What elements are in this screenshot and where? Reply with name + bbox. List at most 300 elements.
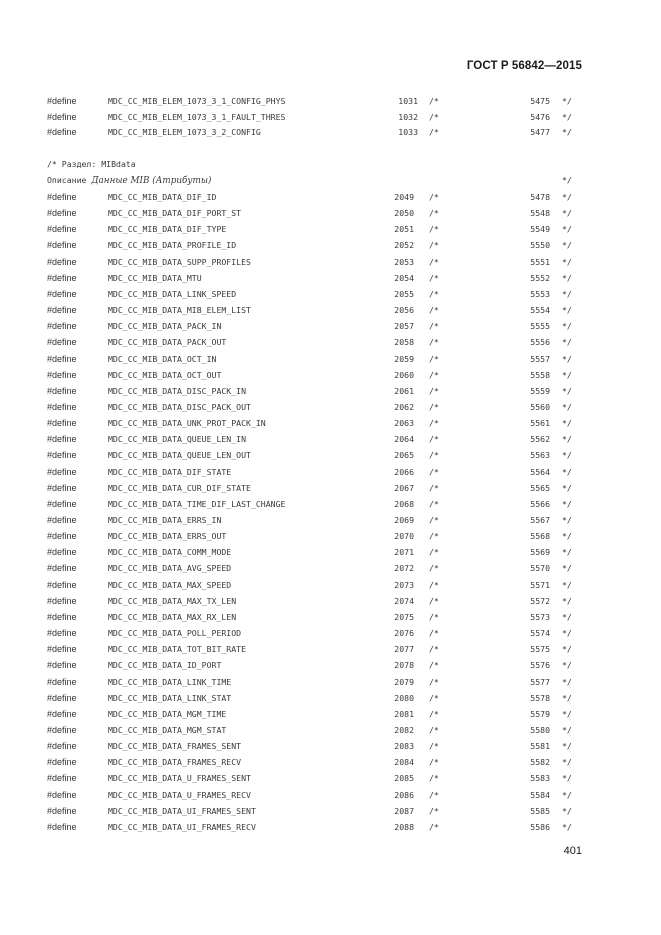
define-keyword: #define [47,660,77,671]
comment-close: */ [562,466,572,477]
constant-name: MDC_CC_MIB_DATA_MGM_STAT [108,724,227,735]
define-row [0,593,661,609]
define-row [0,706,661,722]
comment-code: 5573 [530,611,550,622]
constant-name: MDC_CC_MIB_ELEM_1073_3_2_CONFIG [108,127,261,137]
define-row [0,770,661,786]
comment-code: 5552 [530,272,550,283]
constant-value: 1031 [398,96,418,106]
comment-open: /* [429,256,439,267]
constant-name: MDC_CC_MIB_DATA_LINK_TIME [108,676,232,687]
define-keyword: #define [47,498,77,509]
define-keyword: #define [47,272,77,283]
constant-value: 2060 [394,369,414,380]
comment-code: 5578 [530,692,550,703]
define-row [0,480,661,496]
comment-open: /* [429,127,439,137]
comment-close: */ [562,482,572,493]
comment-code: 5582 [530,757,550,768]
define-row [0,787,661,803]
constant-value: 2067 [394,482,414,493]
define-row [0,577,661,593]
constant-name: MDC_CC_MIB_DATA_DISC_PACK_IN [108,385,247,396]
comment-open: /* [429,353,439,364]
comment-open: /* [429,531,439,542]
comment-open: /* [429,385,439,396]
comment-open: /* [429,821,439,832]
comment-code: 5570 [530,563,550,574]
define-keyword: #define [47,127,77,137]
define-keyword: #define [47,611,77,622]
comment-code: 5564 [530,466,550,477]
constant-value: 2075 [394,611,414,622]
define-keyword: #define [47,821,77,832]
constant-name: MDC_CC_MIB_DATA_MIB_ELEM_LIST [108,305,251,316]
comment-close: */ [562,240,572,251]
comment-open: /* [429,628,439,639]
comment-open: /* [429,498,439,509]
define-row [0,609,661,625]
define-keyword: #define [47,450,77,461]
comment-close: */ [562,579,572,590]
define-row [0,302,661,318]
comment-code: 5565 [530,482,550,493]
comment-code: 5574 [530,628,550,639]
comment-open: /* [429,321,439,332]
constant-name: MDC_CC_MIB_DATA_U_FRAMES_SENT [108,773,251,784]
comment-close: */ [562,628,572,639]
comment-close: */ [562,127,572,137]
comment-open: /* [429,773,439,784]
comment-close: */ [562,401,572,412]
define-row [0,528,661,544]
constant-value: 2076 [394,628,414,639]
comment-open: /* [429,708,439,719]
comment-close: */ [562,305,572,316]
constant-name: MDC_CC_MIB_DATA_UNK_PROT_PACK_IN [108,418,266,429]
comment-close: */ [562,434,572,445]
constant-value: 1032 [398,111,418,122]
comment-open: /* [429,724,439,735]
comment-code: 5475 [530,96,550,106]
define-keyword: #define [47,482,77,493]
constant-name: MDC_CC_MIB_DATA_UI_FRAMES_SENT [108,805,256,816]
section-description-italic: Данные MIB (Атрибуты) [91,176,212,186]
comment-code: 5560 [530,401,550,412]
comment-code: 5563 [530,450,550,461]
define-row [0,690,661,706]
comment-code: 5562 [530,434,550,445]
constant-value: 2080 [394,692,414,703]
comment-code: 5549 [530,224,550,235]
comment-close: */ [562,208,572,219]
comment-open: /* [429,789,439,800]
define-keyword: #define [47,644,77,655]
section-description [47,172,211,189]
comment-open: /* [429,450,439,461]
comment-code: 5576 [530,660,550,671]
define-keyword: #define [47,741,77,752]
comment-code: 5575 [530,644,550,655]
define-row [0,560,661,576]
comment-close: */ [562,611,572,622]
constant-value: 2065 [394,450,414,461]
comment-code: 5572 [530,595,550,606]
comment-code: 5581 [530,741,550,752]
comment-close: */ [562,175,572,185]
constant-name: MDC_CC_MIB_DATA_DISC_PACK_OUT [108,401,251,412]
constant-value: 2052 [394,240,414,251]
comment-open: /* [429,240,439,251]
comment-code: 5577 [530,676,550,687]
define-row [0,334,661,350]
comment-code: 5583 [530,773,550,784]
define-keyword: #define [47,192,77,202]
constant-name: MDC_CC_MIB_DATA_CUR_DIF_STATE [108,482,251,493]
comment-close: */ [562,224,572,235]
comment-open: /* [429,660,439,671]
comment-code: 5556 [530,337,550,348]
define-row [0,318,661,334]
comment-code: 5569 [530,547,550,558]
comment-close: */ [562,498,572,509]
comment-close: */ [562,708,572,719]
define-row [0,367,661,383]
comment-code: 5568 [530,531,550,542]
comment-code: 5559 [530,385,550,396]
comment-close: */ [562,256,572,267]
constant-value: 2050 [394,208,414,219]
comment-open: /* [429,434,439,445]
define-keyword: #define [47,805,77,816]
constant-name: MDC_CC_MIB_DATA_LINK_STAT [108,692,232,703]
comment-close: */ [562,531,572,542]
constant-name: MDC_CC_MIB_DATA_DIF_STATE [108,466,232,477]
constant-name: MDC_CC_MIB_DATA_MAX_TX_LEN [108,595,237,606]
comment-open: /* [429,418,439,429]
section-description-prefix: Описание [47,175,92,185]
comment-close: */ [562,644,572,655]
define-row [0,286,661,302]
comment-code: 5555 [530,321,550,332]
comment-open: /* [429,482,439,493]
constant-name: MDC_CC_MIB_DATA_QUEUE_LEN_OUT [108,450,251,461]
comment-code: 5554 [530,305,550,316]
document-header: ГОСТ Р 56842—2015 [466,60,582,72]
constant-value: 2062 [394,401,414,412]
comment-open: /* [429,757,439,768]
constant-name: MDC_CC_MIB_DATA_MTU [108,272,202,283]
constant-name: MDC_CC_MIB_DATA_U_FRAMES_RECV [108,789,251,800]
comment-close: */ [562,724,572,735]
constant-name: MDC_CC_MIB_DATA_PACK_OUT [108,337,227,348]
define-keyword: #define [47,240,77,251]
constant-name: MDC_CC_MIB_DATA_FRAMES_SENT [108,741,242,752]
constant-name: MDC_CC_MIB_DATA_FRAMES_RECV [108,757,242,768]
constant-value: 2078 [394,660,414,671]
constant-value: 2077 [394,644,414,655]
define-keyword: #define [47,547,77,558]
comment-close: */ [562,369,572,380]
constant-name: MDC_CC_MIB_DATA_ERRS_OUT [108,531,227,542]
define-keyword: #define [47,288,77,299]
constant-value: 2070 [394,531,414,542]
comment-open: /* [429,192,439,202]
define-keyword: #define [47,224,77,235]
define-row [0,722,661,738]
define-keyword: #define [47,434,77,445]
comment-close: */ [562,676,572,687]
constant-name: MDC_CC_MIB_DATA_QUEUE_LEN_IN [108,434,247,445]
comment-open: /* [429,337,439,348]
comment-code: 5548 [530,208,550,219]
comment-close: */ [562,192,572,202]
comment-close: */ [562,321,572,332]
comment-close: */ [562,773,572,784]
constant-name: MDC_CC_MIB_ELEM_1073_3_1_CONFIG_PHYS [108,96,286,106]
comment-open: /* [429,224,439,235]
constant-name: MDC_CC_MIB_DATA_ERRS_IN [108,515,222,525]
comment-close: */ [562,96,572,106]
constant-value: 2049 [394,192,414,202]
constant-value: 2059 [394,353,414,364]
comment-close: */ [562,821,572,832]
define-keyword: #define [47,595,77,606]
constant-name: MDC_CC_MIB_DATA_COMM_MODE [108,547,232,558]
define-keyword: #define [47,337,77,348]
constant-name: MDC_CC_MIB_DATA_POLL_PERIOD [108,628,242,639]
constant-name: MDC_CC_MIB_DATA_MGM_TIME [108,708,227,719]
define-keyword: #define [47,789,77,800]
constant-value: 2064 [394,434,414,445]
comment-close: */ [562,757,572,768]
define-keyword: #define [47,208,77,219]
constant-value: 2088 [394,821,414,832]
comment-code: 5561 [530,418,550,429]
comment-close: */ [562,741,572,752]
constant-name: MDC_CC_MIB_DATA_DIF_PORT_ST [108,208,242,219]
define-row [0,754,661,770]
constant-value: 2069 [394,515,414,525]
comment-code: 5571 [530,579,550,590]
define-keyword: #define [47,531,77,542]
constant-value: 2068 [394,498,414,509]
constant-value: 2057 [394,321,414,332]
define-row [0,205,661,221]
comment-code: 5566 [530,498,550,509]
define-keyword: #define [47,256,77,267]
constant-value: 2071 [394,547,414,558]
comment-close: */ [562,595,572,606]
constant-value: 2053 [394,256,414,267]
define-row [0,674,661,690]
define-keyword: #define [47,563,77,574]
constant-value: 2061 [394,385,414,396]
define-row [0,270,661,286]
comment-close: */ [562,272,572,283]
define-row [0,464,661,480]
define-row [0,657,661,673]
constant-value: 1033 [398,127,418,137]
comment-code: 5557 [530,353,550,364]
comment-close: */ [562,805,572,816]
comment-open: /* [429,305,439,316]
comment-code: 5553 [530,288,550,299]
comment-close: */ [562,789,572,800]
constant-name: MDC_CC_MIB_DATA_MAX_SPEED [108,579,232,590]
comment-open: /* [429,369,439,380]
define-row [0,221,661,237]
constant-value: 2081 [394,708,414,719]
define-row [0,738,661,754]
comment-code: 5585 [530,805,550,816]
define-row [0,431,661,447]
comment-close: */ [562,418,572,429]
constant-name: MDC_CC_MIB_DATA_UI_FRAMES_RECV [108,821,256,832]
constant-value: 2051 [394,224,414,235]
comment-close: */ [562,563,572,574]
constant-name: MDC_CC_MIB_DATA_DIF_ID [108,192,217,202]
define-keyword: #define [47,321,77,332]
comment-close: */ [562,450,572,461]
comment-open: /* [429,111,439,122]
define-row [0,189,661,205]
constant-value: 2073 [394,579,414,590]
comment-close: */ [562,547,572,558]
section-heading: /* Раздел: MIBdata [47,159,136,169]
define-keyword: #define [47,369,77,380]
define-row [0,803,661,819]
constant-value: 2084 [394,757,414,768]
comment-code: 5478 [530,192,550,202]
define-keyword: #define [47,96,77,106]
comment-open: /* [429,595,439,606]
comment-open: /* [429,563,439,574]
define-row [0,254,661,270]
comment-close: */ [562,111,572,122]
constant-name: MDC_CC_MIB_DATA_ID_PORT [108,660,222,671]
define-keyword: #define [47,724,77,735]
constant-value: 2054 [394,272,414,283]
comment-code: 5477 [530,127,550,137]
define-row [0,399,661,415]
constant-name: MDC_CC_MIB_DATA_SUPP_PROFILES [108,256,251,267]
constant-value: 2086 [394,789,414,800]
define-keyword: #define [47,385,77,396]
define-keyword: #define [47,692,77,703]
define-keyword: #define [47,773,77,784]
comment-open: /* [429,805,439,816]
define-keyword: #define [47,353,77,364]
comment-close: */ [562,692,572,703]
constant-value: 2083 [394,741,414,752]
comment-open: /* [429,208,439,219]
comment-close: */ [562,385,572,396]
comment-open: /* [429,611,439,622]
comment-code: 5580 [530,724,550,735]
page-number: 401 [563,845,582,857]
constant-value: 2087 [394,805,414,816]
section-description-row [0,172,661,188]
constant-value: 2085 [394,773,414,784]
define-row [0,415,661,431]
comment-code: 5550 [530,240,550,251]
section-heading-row [0,156,661,172]
comment-open: /* [429,272,439,283]
define-keyword: #define [47,676,77,687]
define-keyword: #define [47,628,77,639]
comment-close: */ [562,353,572,364]
comment-code: 5558 [530,369,550,380]
define-keyword: #define [47,305,77,316]
comment-open: /* [429,466,439,477]
define-keyword: #define [47,466,77,477]
constant-value: 2058 [394,337,414,348]
constant-name: MDC_CC_MIB_DATA_PACK_IN [108,321,222,332]
constant-name: MDC_CC_MIB_DATA_PROFILE_ID [108,240,237,251]
comment-code: 5476 [530,111,550,122]
constant-value: 2055 [394,288,414,299]
define-row [0,93,661,109]
constant-value: 2079 [394,676,414,687]
comment-open: /* [429,401,439,412]
constant-name: MDC_CC_MIB_DATA_DIF_TYPE [108,224,227,235]
define-row [0,351,661,367]
define-row [0,625,661,641]
constant-value: 2072 [394,563,414,574]
constant-value: 2056 [394,305,414,316]
comment-open: /* [429,692,439,703]
comment-open: /* [429,741,439,752]
constant-name: MDC_CC_MIB_DATA_TIME_DIF_LAST_CHANGE [108,498,286,509]
define-row [0,383,661,399]
constant-name: MDC_CC_MIB_DATA_MAX_RX_LEN [108,611,237,622]
constant-name: MDC_CC_MIB_DATA_TOT_BIT_RATE [108,644,247,655]
comment-close: */ [562,515,572,525]
comment-code: 5567 [530,515,550,525]
define-keyword: #define [47,757,77,768]
comment-open: /* [429,288,439,299]
comment-close: */ [562,660,572,671]
constant-name: MDC_CC_MIB_DATA_OCT_OUT [108,369,222,380]
comment-close: */ [562,337,572,348]
comment-open: /* [429,96,439,106]
constant-value: 2074 [394,595,414,606]
define-row [0,124,661,140]
define-row [0,512,661,528]
define-row [0,819,661,835]
define-row [0,641,661,657]
define-row [0,237,661,253]
comment-code: 5579 [530,708,550,719]
define-keyword: #define [47,708,77,719]
define-keyword: #define [47,111,77,122]
constant-name: MDC_CC_MIB_DATA_AVG_SPEED [108,563,232,574]
define-row [0,447,661,463]
comment-open: /* [429,579,439,590]
constant-value: 2066 [394,466,414,477]
define-keyword: #define [47,401,77,412]
comment-open: /* [429,644,439,655]
define-row [0,496,661,512]
define-row [0,109,661,125]
comment-code: 5584 [530,789,550,800]
constant-value: 2082 [394,724,414,735]
define-keyword: #define [47,579,77,590]
define-keyword: #define [47,515,77,525]
comment-close: */ [562,288,572,299]
define-keyword: #define [47,418,77,429]
